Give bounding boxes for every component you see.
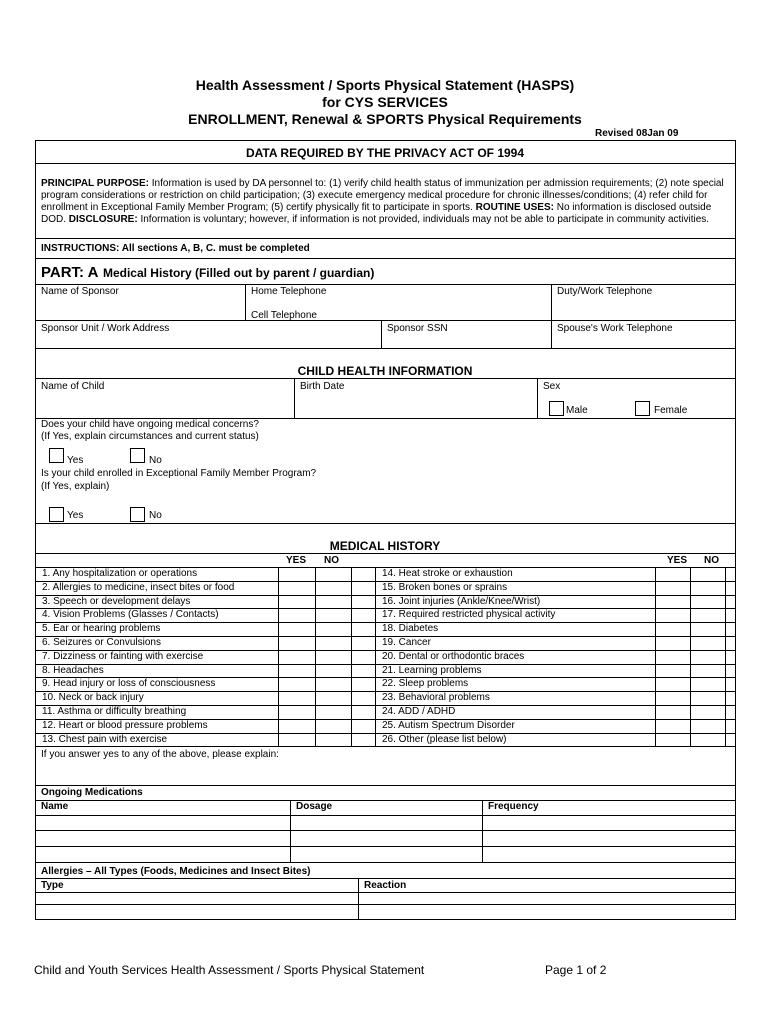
- frame-left: [35, 140, 36, 920]
- history-no-cell[interactable]: [691, 720, 724, 732]
- medical-history-item: 5. Ear or hearing problems: [42, 623, 161, 635]
- history-yes-cell[interactable]: [279, 665, 314, 677]
- medical-history-item: 8. Headaches: [42, 664, 104, 676]
- medication-name-row-3[interactable]: [40, 847, 285, 861]
- medication-name-header: Name: [41, 801, 69, 812]
- frame-right: [735, 140, 736, 920]
- efmp-yes-label: Yes: [67, 510, 84, 521]
- history-yes-cell[interactable]: [279, 706, 314, 718]
- sponsor-ssn-field[interactable]: Sponsor SSN: [387, 323, 448, 334]
- history-no-cell[interactable]: [316, 692, 350, 704]
- frame-top: [35, 140, 735, 141]
- medical-history-item: 17. Required restricted physical activity: [382, 609, 556, 621]
- name-of-sponsor-field[interactable]: Name of Sponsor: [41, 286, 119, 297]
- revision-date: Revised 08Jan 09: [595, 128, 679, 139]
- medical-history-item: 26. Other (please list below): [382, 733, 507, 745]
- disclosure-label: DISCLOSURE:: [68, 214, 138, 225]
- history-yes-cell[interactable]: [656, 609, 689, 621]
- no-column-header-right: NO: [704, 555, 719, 566]
- medical-history-item: 4. Vision Problems (Glasses / Contacts): [42, 609, 219, 621]
- medical-history-item: 18. Diabetes: [382, 623, 439, 635]
- form-requirements-title: ENROLLMENT, Renewal & SPORTS Physical Requirements: [188, 111, 582, 127]
- spouse-telephone-field[interactable]: Spouse's Work Telephone: [557, 323, 673, 334]
- birth-date-field[interactable]: Birth Date: [300, 381, 345, 392]
- privacy-heading: DATA REQUIRED BY THE PRIVACY ACT OF 1994: [245, 146, 525, 160]
- history-yes-cell[interactable]: [279, 734, 314, 746]
- disclosure-text: Information is voluntary; however, if information is not provided, individuals may not be able to participate in community activities.: [137, 214, 710, 225]
- no-column-header-left: NO: [324, 555, 339, 566]
- history-yes-cell[interactable]: [656, 692, 689, 704]
- medical-history-item: 16. Joint injuries (Ankle/Knee/Wrist): [382, 595, 541, 607]
- principal-purpose-text: Information is used by DA personnel to: (1) verify child health status of immunization per admission requirements; (2) note special program considerations or restriction on child participation; (3) execute emergency medical procedure for chronic illnesses/conditions; (4) refer child for enrollment in Exceptional Family Member Program; (5) certify physically fit to participate in sports.: [41, 178, 724, 213]
- medical-history-item: 23. Behavioral problems: [382, 692, 490, 704]
- history-yes-cell[interactable]: [279, 692, 314, 704]
- female-label: Female: [654, 405, 688, 416]
- history-no-cell[interactable]: [316, 596, 350, 608]
- history-no-cell[interactable]: [691, 609, 724, 621]
- history-no-cell[interactable]: [691, 568, 724, 580]
- medication-name-row-2[interactable]: [40, 831, 285, 845]
- form-title: Health Assessment / Sports Physical Statement (HASPS): [195, 77, 575, 93]
- cell-telephone-field[interactable]: Cell Telephone: [251, 310, 317, 321]
- medical-history-item: 2. Allergies to medicine, insect bites or food: [42, 581, 235, 593]
- child-health-heading: CHILD HEALTH INFORMATION: [297, 364, 473, 378]
- allergy-reaction-header: Reaction: [364, 880, 407, 891]
- history-yes-cell[interactable]: [279, 720, 314, 732]
- medical-history-item: 3. Speech or development delays: [42, 595, 191, 607]
- history-no-cell[interactable]: [691, 665, 724, 677]
- history-no-cell[interactable]: [316, 568, 350, 580]
- history-yes-cell[interactable]: [279, 609, 314, 621]
- medical-history-item: 22. Sleep problems: [382, 678, 469, 690]
- efmp-question: Is your child enrolled in Exceptional Family Member Program?: [41, 468, 317, 479]
- page-number: Page 1 of 2: [545, 963, 607, 977]
- history-yes-cell[interactable]: [279, 582, 314, 594]
- history-yes-cell[interactable]: [656, 568, 689, 580]
- medical-history-item: 6. Seizures or Convulsions: [42, 637, 161, 648]
- history-yes-cell[interactable]: [656, 637, 689, 649]
- medical-history-heading: MEDICAL HISTORY: [329, 539, 441, 553]
- history-no-cell[interactable]: [316, 678, 350, 690]
- medical-history-item: 14. Heat stroke or exhaustion: [382, 568, 513, 579]
- allergy-type-row-2[interactable]: [40, 905, 350, 918]
- medical-history-item: 9. Head injury or loss of consciousness: [42, 678, 216, 690]
- history-no-cell[interactable]: [691, 651, 724, 663]
- medication-name-row-1[interactable]: [40, 816, 285, 829]
- duty-telephone-field[interactable]: Duty/Work Telephone: [557, 286, 653, 297]
- principal-purpose-label: PRINCIPAL PURPOSE:: [41, 178, 149, 189]
- instructions: INSTRUCTIONS: All sections A, B, C. must be completed: [41, 243, 310, 254]
- yes-column-header-right: YES: [667, 555, 688, 566]
- history-no-cell[interactable]: [691, 706, 724, 718]
- form-subtitle: for CYS SERVICES: [322, 94, 448, 110]
- efmp-no-checkbox[interactable]: [130, 507, 145, 522]
- history-yes-cell[interactable]: [656, 734, 689, 746]
- history-yes-cell[interactable]: [656, 665, 689, 677]
- history-no-cell[interactable]: [316, 637, 350, 649]
- history-no-cell[interactable]: [316, 609, 350, 621]
- efmp-hint: (If Yes, explain): [41, 481, 110, 492]
- medical-history-item: 19. Cancer: [382, 637, 431, 648]
- concerns-no-checkbox[interactable]: [130, 448, 145, 463]
- history-no-cell[interactable]: [691, 678, 724, 690]
- history-yes-cell[interactable]: [656, 706, 689, 718]
- efmp-no-label: No: [149, 510, 162, 521]
- medical-history-item: 13. Chest pain with exercise: [42, 733, 168, 745]
- medical-history-item: 25. Autism Spectrum Disorder: [382, 719, 515, 731]
- medical-history-item: 1. Any hospitalization or operations: [42, 568, 198, 579]
- medication-dosage-header: Dosage: [296, 801, 333, 812]
- history-no-cell[interactable]: [316, 734, 350, 746]
- medications-heading: Ongoing Medications: [41, 787, 143, 798]
- history-yes-cell[interactable]: [279, 651, 314, 663]
- history-yes-cell[interactable]: [279, 637, 314, 649]
- history-yes-cell[interactable]: [656, 623, 689, 635]
- medical-history-item: 20. Dental or orthodontic braces: [382, 650, 525, 662]
- history-no-cell[interactable]: [691, 596, 724, 608]
- history-yes-cell[interactable]: [656, 720, 689, 732]
- history-no-cell[interactable]: [691, 637, 724, 649]
- female-checkbox[interactable]: [635, 401, 650, 416]
- history-yes-cell[interactable]: [656, 596, 689, 608]
- explain-prompt: If you answer yes to any of the above, please explain:: [41, 749, 279, 760]
- history-no-cell[interactable]: [691, 734, 724, 746]
- history-yes-cell[interactable]: [279, 568, 314, 580]
- ongoing-concerns-hint: (If Yes, explain circumstances and current status): [41, 431, 259, 442]
- history-no-cell[interactable]: [316, 720, 350, 732]
- history-yes-cell[interactable]: [656, 582, 689, 594]
- efmp-yes-checkbox[interactable]: [49, 507, 64, 522]
- part-a-title: Medical History (Filled out by parent / guardian): [102, 266, 375, 280]
- part-a-label: PART: A: [41, 264, 99, 281]
- history-no-cell[interactable]: [691, 582, 724, 594]
- concerns-yes-label: Yes: [67, 455, 84, 466]
- concerns-yes-checkbox[interactable]: [49, 448, 64, 463]
- medical-history-item: 7. Dizziness or fainting with exercise: [42, 650, 204, 662]
- medical-history-item: 12. Heart or blood pressure problems: [42, 719, 208, 731]
- medication-frequency-header: Frequency: [488, 801, 539, 812]
- privacy-statement: [41, 178, 731, 226]
- home-telephone-field[interactable]: Home Telephone: [251, 286, 327, 297]
- ongoing-concerns-question: Does your child have ongoing medical concerns?: [41, 419, 259, 430]
- medical-history-item: 10. Neck or back injury: [42, 692, 144, 704]
- medical-history-item: 24. ADD / ADHD: [382, 706, 456, 717]
- history-yes-cell[interactable]: [279, 623, 314, 635]
- history-no-cell[interactable]: [316, 623, 350, 635]
- history-yes-cell[interactable]: [656, 651, 689, 663]
- male-checkbox[interactable]: [549, 401, 564, 416]
- history-no-cell[interactable]: [316, 651, 350, 663]
- history-yes-cell[interactable]: [656, 678, 689, 690]
- yes-column-header-left: YES: [286, 555, 307, 566]
- concerns-no-label: No: [149, 455, 162, 466]
- history-no-cell[interactable]: [316, 582, 350, 594]
- medical-history-item: 11. Asthma or difficulty breathing: [42, 706, 187, 717]
- history-yes-cell[interactable]: [279, 678, 314, 690]
- allergy-type-header: Type: [41, 880, 64, 891]
- history-no-cell[interactable]: [316, 706, 350, 718]
- history-no-cell[interactable]: [691, 623, 724, 635]
- medical-history-table: [35, 567, 735, 747]
- medical-history-item: 15. Broken bones or sprains: [382, 581, 508, 593]
- sponsor-unit-field[interactable]: Sponsor Unit / Work Address: [41, 323, 170, 334]
- allergy-type-row-1[interactable]: [40, 893, 350, 903]
- part-a-heading: [41, 265, 374, 281]
- sex-label: Sex: [543, 381, 561, 392]
- history-yes-cell[interactable]: [279, 596, 314, 608]
- history-no-cell[interactable]: [691, 692, 724, 704]
- name-of-child-field[interactable]: Name of Child: [41, 381, 105, 392]
- allergies-heading: Allergies – All Types (Foods, Medicines and Insect Bites): [41, 866, 311, 877]
- routine-uses-text: No information is disclosed outside DOD.: [41, 202, 712, 225]
- medical-history-item: 21. Learning problems: [382, 664, 482, 676]
- routine-uses-label: ROUTINE USES:: [475, 202, 554, 213]
- footer-form-name: Child and Youth Services Health Assessment / Sports Physical Statement: [34, 963, 425, 977]
- male-label: Male: [566, 405, 588, 416]
- history-no-cell[interactable]: [316, 665, 350, 677]
